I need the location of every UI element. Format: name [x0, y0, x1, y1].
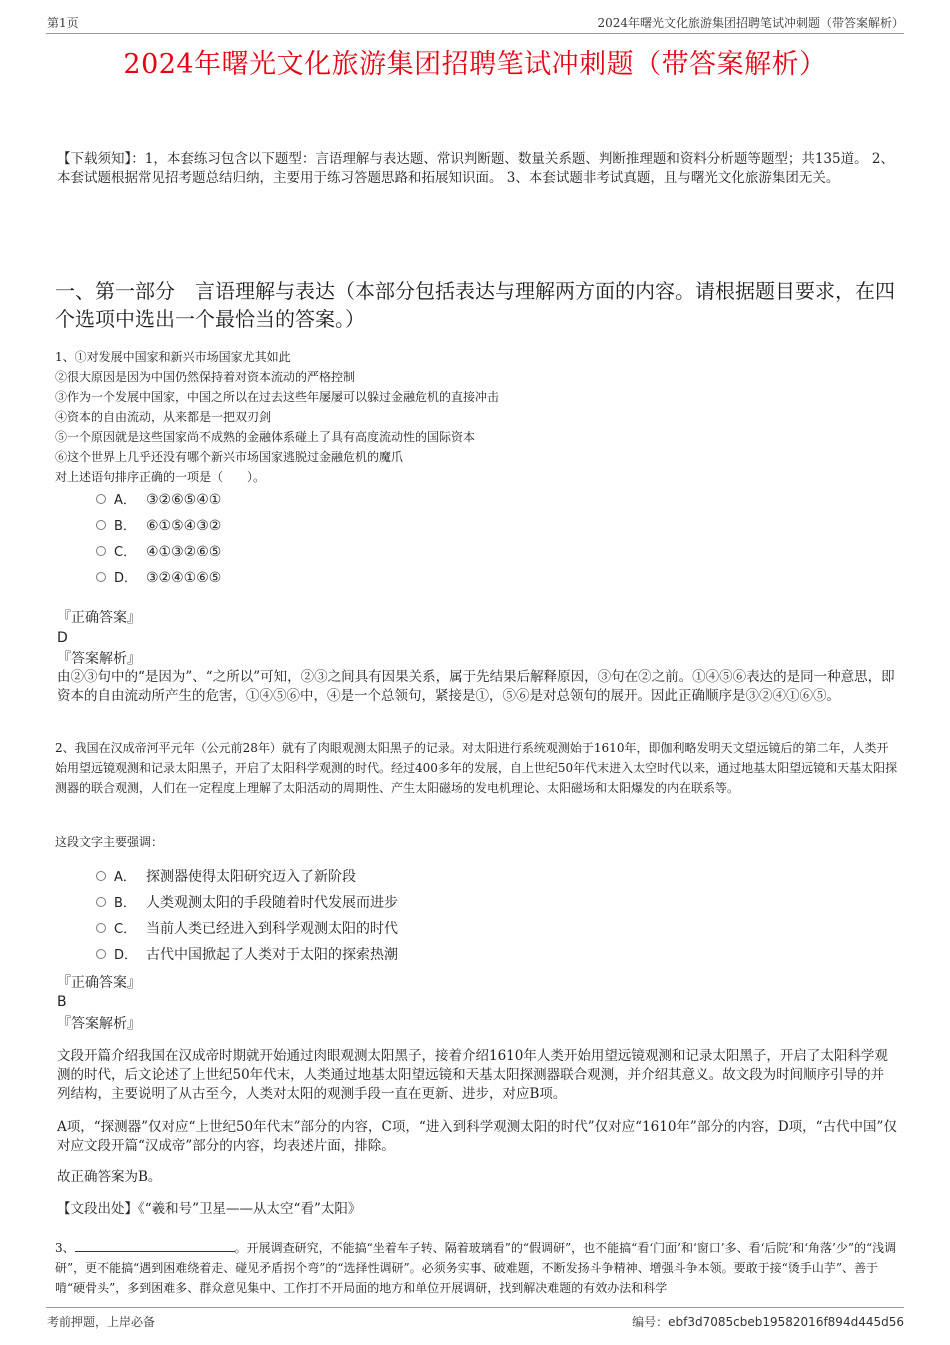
- header-divider: [46, 33, 904, 34]
- answer-value: B: [57, 994, 67, 1010]
- question-1-stem: [55, 347, 905, 487]
- answer-label: 『正确答案』: [57, 610, 141, 626]
- option-c[interactable]: C． 当前人类已经进入到科学观测太阳的时代: [96, 916, 398, 942]
- radio-icon[interactable]: [96, 520, 106, 530]
- question-2-stem: 这段文字主要强调：: [55, 835, 164, 849]
- header-doc-title: 2024年曙光文化旅游集团招聘笔试冲刺题（带答案解析）: [597, 16, 904, 30]
- header-page-number: 第1页: [47, 16, 79, 30]
- footer-slogan: 考前押题，上岸必备: [47, 1315, 156, 1329]
- section-heading: 一、第一部分 言语理解与表达（本部分包括表达与理解两方面的内容。请根据题目要求，在四个选项中选出一个最恰当的答案。）: [55, 279, 895, 331]
- q1-line: ④资本的自由流动，从来都是一把双刃剑: [55, 410, 272, 424]
- option-d[interactable]: D． ③②④①⑥⑤: [96, 565, 221, 591]
- q1-line: ⑤一个原因就是这些国家尚不成熟的金融体系碰上了具有高度流动性的国际资本: [55, 430, 476, 444]
- source-citation: 【文段出处】《“羲和号”卫星——从太空“看”太阳》: [57, 1201, 362, 1217]
- question-2-options: [96, 864, 398, 968]
- fill-blank[interactable]: [75, 1239, 235, 1252]
- q1-line: ⑥这个世界上几乎还没有哪个新兴市场国家逃脱过金融危机的魔爪: [55, 450, 404, 464]
- download-notice: 【下载须知】：1，本套练习包含以下题型：言语理解与表达题、常识判断题、数量关系题、判断推理题和资料分析题等题型；共135道。 2、本套试题根据常见招考题总结归纳，主要用于练习答题思路和拓展知识面。 3、本套试题非考试真题，且与曙光文化旅游集团无关。: [57, 151, 894, 186]
- option-d[interactable]: D． 古代中国掀起了人类对于太阳的探索热潮: [96, 942, 398, 968]
- option-a[interactable]: A． ③②⑥⑤④①: [96, 487, 221, 513]
- answer-value: D: [57, 630, 68, 646]
- option-a[interactable]: A． 探测器使得太阳研究迈入了新阶段: [96, 864, 398, 890]
- question-3-stem: 3、 。开展调查研究，不能搞“坐着车子转、隔着玻璃看”的“假调研”，也不能搞“看‘门面’和‘窗口’多、看‘后院’和‘角落’少”的“浅调研”，更不能搞“遇到困难绕着走、碰见矛盾拐个弯”的“选择性调研”。必须务实事、破难题，不断发扬斗争精神、增强斗争本领。要敢于接“烫手山芋”、善于啃“硬骨头”，多到困难多、群众意见集中、工作打不开局面的地方和单位开展调研，找到解决难题的有效办法和科学: [55, 1241, 897, 1295]
- footer-doc-id: 编号：ebf3d7085cbeb19582016f894d445d56: [632, 1315, 904, 1329]
- q1-line: ②很大原因是因为中国仍然保持着对资本流动的严格控制: [55, 370, 356, 384]
- radio-icon[interactable]: [96, 897, 106, 907]
- q1-line: ③作为一个发展中国家，中国之所以在过去这些年屡屡可以躲过金融危机的直接冲击: [55, 390, 500, 404]
- q1-line: 对上述语句排序正确的一项是（ ）。: [55, 470, 266, 484]
- option-b[interactable]: B． 人类观测太阳的手段随着时代发展而进步: [96, 890, 398, 916]
- question-2-passage: 2、我国在汉成帝河平元年（公元前28年）就有了肉眼观测太阳黑子的记录。对太阳进行系统观测始于1610年，即伽利略发明天文望远镜后的第二年，人类开始用望远镜观测和记录太阳黑子，开启了太阳科学观测的时代。经过400多年的发展，自上世纪50年代末进入太空时代以来，通过地基太阳望远镜和天基太阳探测器的联合观测，人们在一定程度上理解了太阳活动的周期性、产生太阳磁场的发电机理论、太阳磁场和太阳爆发的内在联系等。: [55, 741, 898, 795]
- radio-icon[interactable]: [96, 494, 106, 504]
- footer-divider: [46, 1307, 904, 1308]
- radio-icon[interactable]: [96, 923, 106, 933]
- radio-icon[interactable]: [96, 949, 106, 959]
- question-1-options: [96, 487, 221, 591]
- analysis-label: 『答案解析』: [57, 651, 141, 667]
- analysis-text: 故正确答案为B。: [57, 1169, 162, 1185]
- q1-line: 1、①对发展中国家和新兴市场国家尤其如此: [55, 350, 291, 364]
- radio-icon[interactable]: [96, 871, 106, 881]
- analysis-text: A项，“探测器”仅对应“上世纪50年代末”部分的内容，C项，“进入到科学观测太阳的时代”仅对应“1610年”部分的内容，D项，“古代中国”仅对应文段开篇“汉成帝”部分的内容，均表述片面，排除。: [57, 1119, 897, 1154]
- analysis-text: 文段开篇介绍我国在汉成帝时期就开始通过肉眼观测太阳黑子，接着介绍1610年人类开始用望远镜观测和记录太阳黑子，开启了太阳科学观测的时代，后文论述了上世纪50年代末，人类通过地基太阳望远镜和天基太阳探测器联合观测，并介绍其意义。故文段为时间顺序引导的并列结构，主要说明了从古至今，人类对太阳的观测手段一直在更新、进步，对应B项。: [57, 1048, 888, 1102]
- analysis-text: 由②③句中的“是因为”、“之所以”可知，②③之间具有因果关系，属于先结果后解释原因，③句在②之前。①④⑤⑥表达的是同一种意思，即资本的自由流动所产生的危害，①④⑤⑥中，④是一个总领句，紧接是①，⑤⑥是对总领句的展开。因此正确顺序是③②④①⑥⑤。: [57, 669, 895, 704]
- radio-icon[interactable]: [96, 572, 106, 582]
- page-title: 2024年曙光文化旅游集团招聘笔试冲刺题（带答案解析）: [123, 49, 827, 80]
- answer-label: 『正确答案』: [57, 975, 141, 991]
- option-b[interactable]: B． ⑥①⑤④③②: [96, 513, 221, 539]
- analysis-label: 『答案解析』: [57, 1016, 141, 1032]
- radio-icon[interactable]: [96, 546, 106, 556]
- option-c[interactable]: C． ④①③②⑥⑤: [96, 539, 221, 565]
